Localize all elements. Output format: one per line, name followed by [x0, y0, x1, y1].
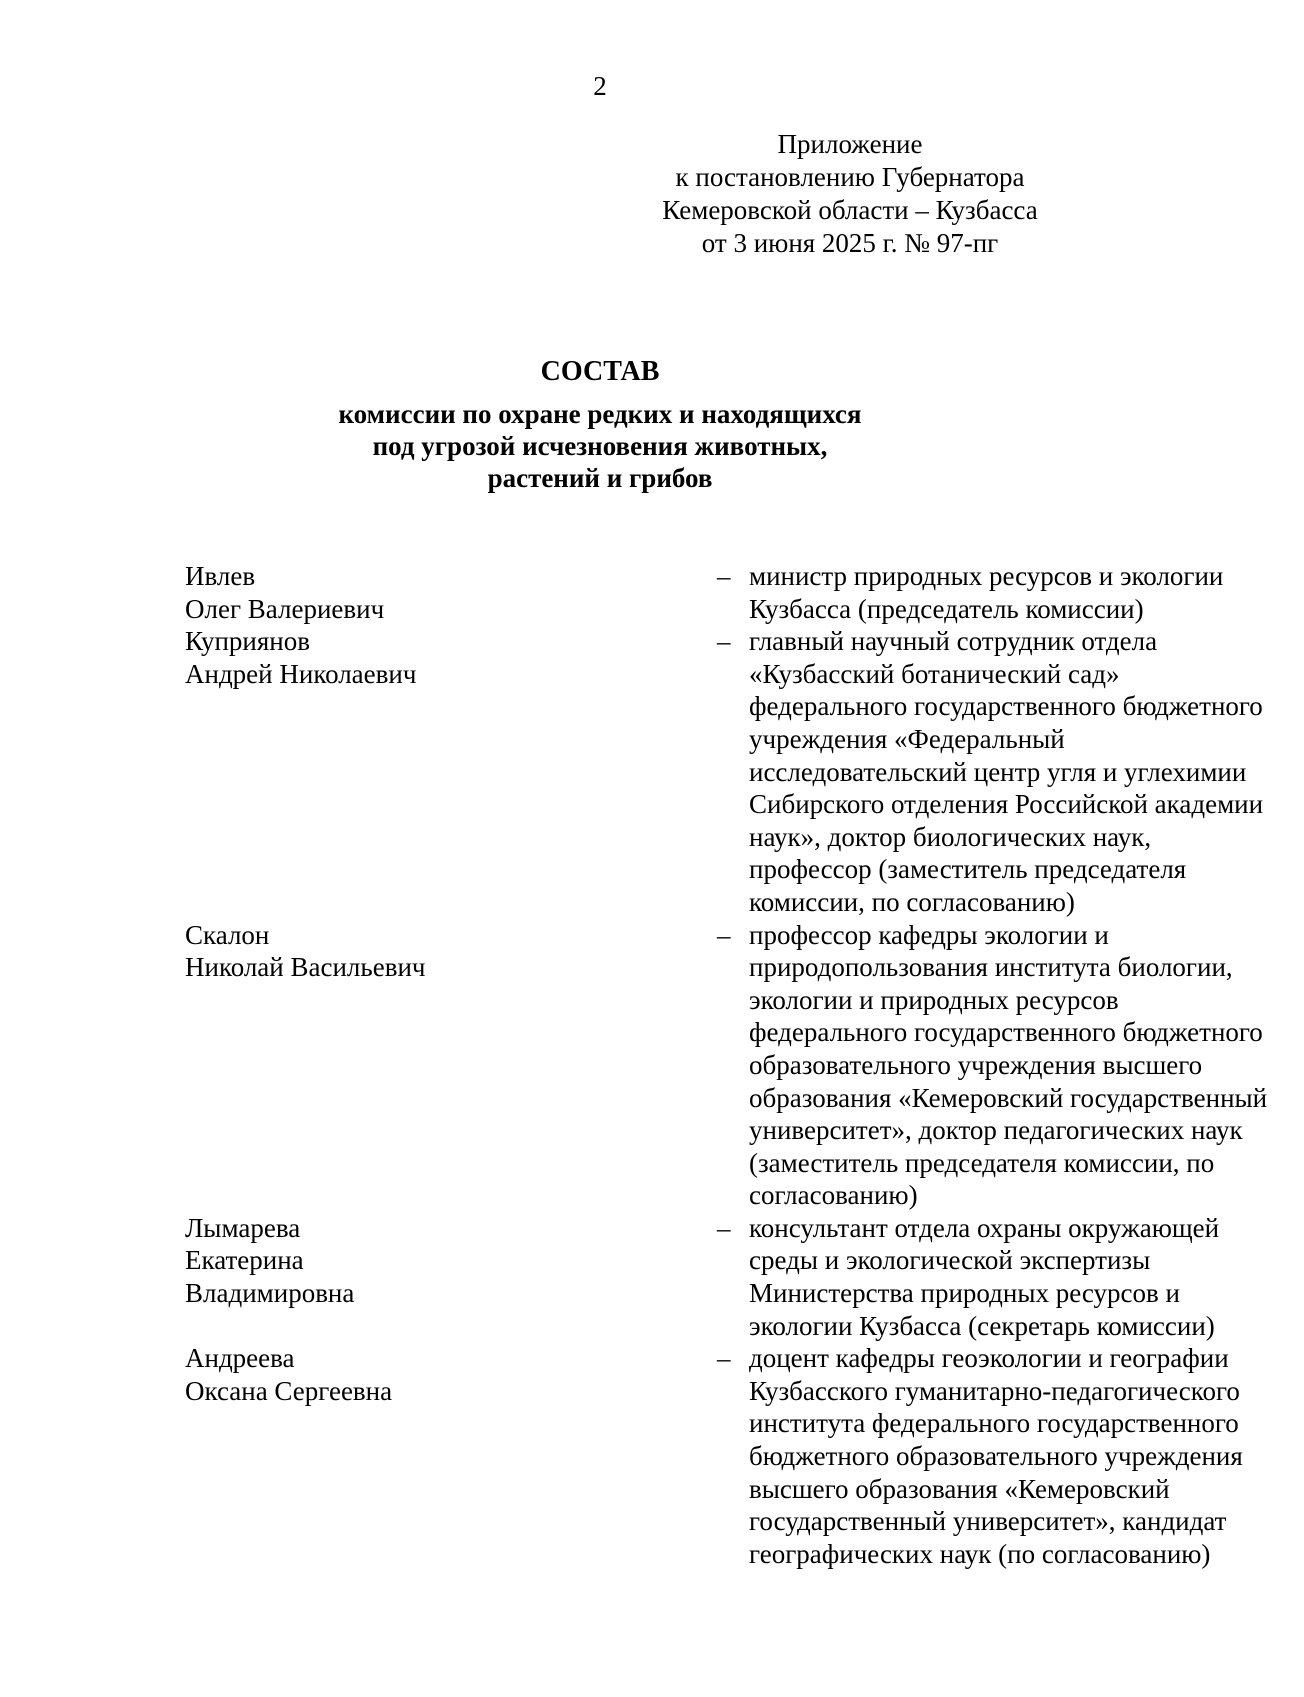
member-name-line: Куприянов [185, 626, 310, 657]
member-entry [185, 625, 1264, 918]
member-role [749, 560, 1304, 625]
member-role [749, 919, 1304, 1212]
member-name-line: Владимировна [185, 1278, 355, 1309]
member-role-line: природопользования института биологии, [749, 952, 1233, 983]
member-role-line: образования «Кемеровский государственный [749, 1082, 1268, 1113]
title-subtitle-line: комиссии по охране редких и находящихся [338, 399, 862, 429]
title-subtitle-line: под угрозой исчезновения животных, [372, 431, 828, 461]
appendix-date-line: от 3 июня 2025 г. № 97-пг [701, 228, 999, 258]
member-role-line: консультант отдела охраны окружающей [749, 1212, 1220, 1243]
member-entry [185, 919, 1268, 1212]
appendix-line: Кемеровской области – Кузбасса [662, 195, 1038, 225]
member-name-line: Оксана Сергеевна [185, 1375, 393, 1406]
member-role [749, 1212, 1304, 1342]
member-role-line: наук», доктор биологических наук, [749, 821, 1152, 852]
member-role-line: Кузбасского гуманитарно-педагогического [749, 1375, 1240, 1406]
member-role-line: Кузбасса (председатель комиссии) [749, 593, 1144, 624]
member-role-line: (заместитель председателя комиссии, по [749, 1147, 1215, 1178]
member-role [749, 1342, 1304, 1570]
member-entry [185, 560, 1224, 625]
member-role-line: экологии Кузбасса (секретарь комиссии) [749, 1310, 1215, 1341]
member-dash: – [717, 1212, 731, 1243]
member-dash: – [717, 919, 731, 950]
member-role-line: профессор (заместитель председателя [749, 854, 1187, 885]
member-role-line: учреждения «Федеральный [749, 723, 1065, 754]
member-name [185, 625, 525, 690]
member-name-line: Ивлев [185, 561, 256, 591]
member-dash: – [717, 1343, 731, 1374]
member-role-line: Сибирского отделения Российской академии [749, 789, 1264, 820]
member-name-line: Лымарева [185, 1212, 301, 1243]
member-role-line: федерального государственного бюджетного [749, 1017, 1263, 1048]
member-name [185, 1212, 525, 1310]
member-role-line: бюджетного образовательного учреждения [749, 1441, 1243, 1472]
member-name [185, 560, 525, 625]
member-role-line: образовательного учреждения высшего [749, 1049, 1203, 1080]
member-role-line: министр природных ресурсов и экологии [749, 561, 1224, 591]
member-name-line: Николай Васильевич [185, 952, 426, 983]
member-role-line: института федерального государственного [749, 1408, 1239, 1439]
member-name-line: Скалон [185, 919, 270, 950]
member-role-line: согласованию) [749, 1180, 918, 1211]
member-name-line: Андреева [185, 1343, 295, 1374]
member-entry [185, 1342, 1243, 1570]
member-role-line: федерального государственного бюджетного [749, 691, 1263, 722]
member-role-line: комиссии, по согласованию) [749, 886, 1075, 917]
member-dash: – [717, 561, 731, 591]
member-entry [185, 1212, 1220, 1342]
member-name-line: Андрей Николаевич [185, 658, 417, 689]
member-role-line: экологии и природных ресурсов [749, 984, 1119, 1015]
member-role-line: профессор кафедры экологии и [749, 919, 1109, 950]
member-name-line: Екатерина [185, 1245, 304, 1276]
member-role-line: среды и экологической экспертизы [749, 1245, 1151, 1276]
member-role-line: университет», доктор педагогических наук [749, 1115, 1243, 1146]
member-role-line: «Кузбасский ботанический сад» [749, 658, 1120, 689]
member-role-line: географических наук (по согласованию) [749, 1538, 1211, 1569]
member-role [749, 625, 1304, 918]
appendix-line: к постановлению Губернатора [675, 162, 1025, 192]
member-name [185, 919, 525, 984]
title-subtitle-line: растений и грибов [487, 463, 713, 493]
title-main: СОСТАВ [540, 356, 660, 387]
member-dash: – [717, 626, 731, 657]
member-role-line: главный научный сотрудник отдела [749, 626, 1158, 657]
member-role-line: государственный университет», кандидат [749, 1506, 1227, 1537]
member-role-line: исследовательский центр угля и углехимии [749, 756, 1247, 787]
document-title [0, 356, 1200, 494]
member-role-line: доцент кафедры геоэкологии и географии [749, 1343, 1229, 1374]
member-role-line: высшего образования «Кемеровский [749, 1473, 1170, 1504]
appendix-header [620, 128, 1080, 260]
member-name-line: Олег Валериевич [185, 593, 385, 624]
page-number: 2 [593, 71, 607, 101]
appendix-line: Приложение [777, 129, 923, 159]
member-name [185, 1342, 525, 1407]
members-list [185, 560, 1268, 1570]
member-role-line: Министерства природных ресурсов и [749, 1278, 1180, 1309]
